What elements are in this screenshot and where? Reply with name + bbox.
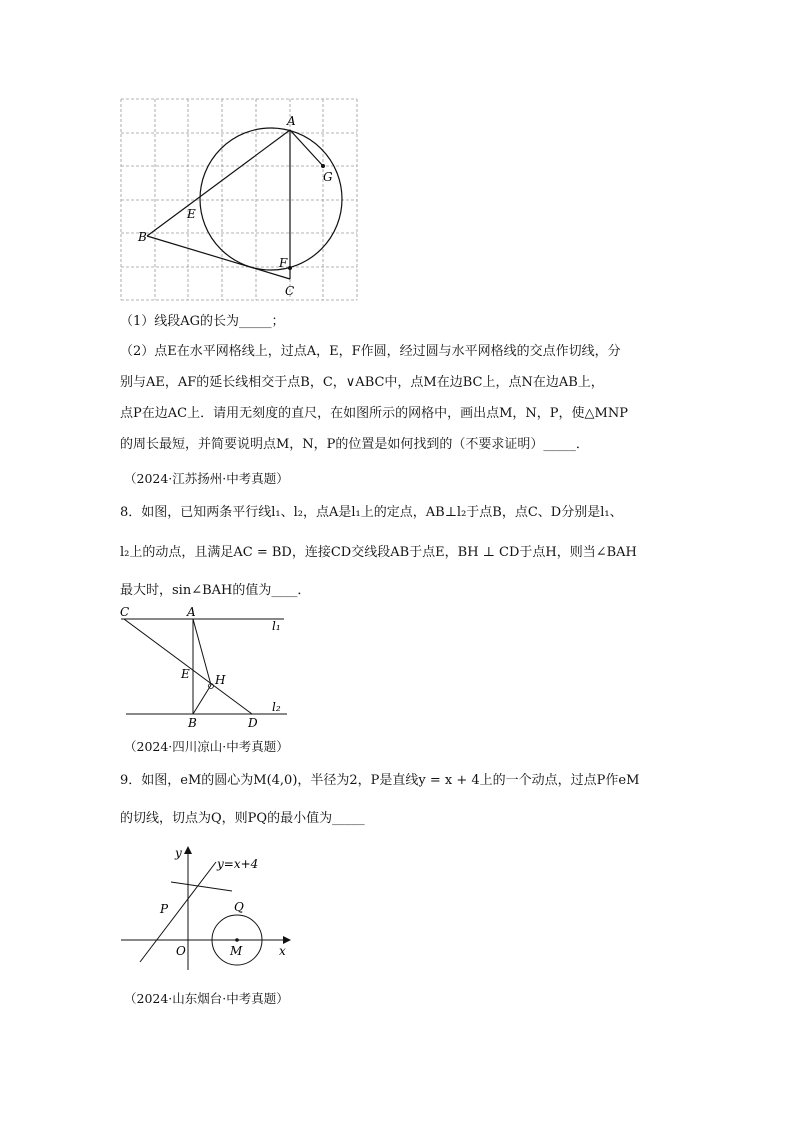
q7-part2-line4: 的周长最短，并简要说明点M，N，P的位置是如何找到的（不要求证明）_____． xyxy=(120,437,589,452)
figure-grid-circle xyxy=(118,96,363,302)
label-line: y=x+4 xyxy=(217,857,259,871)
label-H: H xyxy=(215,673,226,687)
label-l1: l₁ xyxy=(272,619,281,633)
q7-part1: （1）线段AG的长为_____； xyxy=(120,314,285,329)
q7-source: （2024·江苏扬州·中考真题） xyxy=(124,471,289,486)
q7-part2-line1: （2）点E在水平网格线上，过点A，E，F作圆，经过圆与水平网格线的交点作切线，分 xyxy=(120,344,621,359)
figure-parallel-lines xyxy=(114,604,300,732)
label-A: A xyxy=(287,114,296,128)
q9-line1: 9．如图，eM的圆心为M(4,0)，半径为2，P是直线y = x + 4上的一个动点，过点P作eM xyxy=(120,773,640,788)
label-D: D xyxy=(248,716,258,730)
label-E: E xyxy=(181,667,190,681)
segment-BH xyxy=(193,685,211,714)
label-E: E xyxy=(187,207,196,221)
label-B: B xyxy=(188,716,197,730)
label-A: A xyxy=(187,605,196,619)
segment-AG xyxy=(290,130,323,166)
label-F: F xyxy=(279,256,288,270)
label-C: C xyxy=(285,284,295,298)
circle xyxy=(200,128,342,270)
label-x-axis: x xyxy=(279,944,286,958)
grid-lines xyxy=(121,99,357,300)
figure-coordinate-circle xyxy=(114,840,300,970)
segment-AB xyxy=(147,130,290,236)
label-y-axis: y xyxy=(175,846,182,860)
segment-PQ xyxy=(171,882,232,891)
q8-line2: l₂上的动点，且满足AC = BD，连接CD交线段AB于点E，BH ⊥ CD于点H，则当∠BAH xyxy=(120,545,637,560)
label-Q: Q xyxy=(234,900,244,914)
q7-part2-line2: 别与AE，AF的延长线相交于点B，C，∨ABC中，点M在边BC上，点N在边AB上， xyxy=(120,375,604,390)
point-M xyxy=(235,938,239,942)
label-G: G xyxy=(323,170,333,184)
label-l2: l₂ xyxy=(272,700,281,714)
q8-line1: 8．如图，已知两条平行线l₁、l₂，点A是l₁上的定点，AB⊥l₂于点B，点C、D分别是l₁、 xyxy=(120,505,623,520)
label-B: B xyxy=(138,230,147,244)
segment-BC xyxy=(147,236,290,279)
label-O: O xyxy=(176,944,186,958)
q8-line3: 最大时，sin∠BAH的值为____． xyxy=(120,583,311,598)
label-P: P xyxy=(160,902,169,916)
point-F xyxy=(288,266,292,270)
segment-AH xyxy=(193,619,211,685)
label-M: M xyxy=(230,944,243,958)
q8-source: （2024·四川凉山·中考真题） xyxy=(124,739,289,754)
label-C: C xyxy=(120,605,130,619)
q9-source: （2024·山东烟台·中考真题） xyxy=(124,991,289,1006)
q7-part2-line3: 点P在边AC上．请用无刻度的直尺，在如图所示的网格中，画出点M，N，P，使△MNP xyxy=(120,406,628,421)
q9-line2: 的切线，切点为Q，则PQ的最小值为_____ xyxy=(120,811,365,826)
point-G xyxy=(321,164,325,168)
